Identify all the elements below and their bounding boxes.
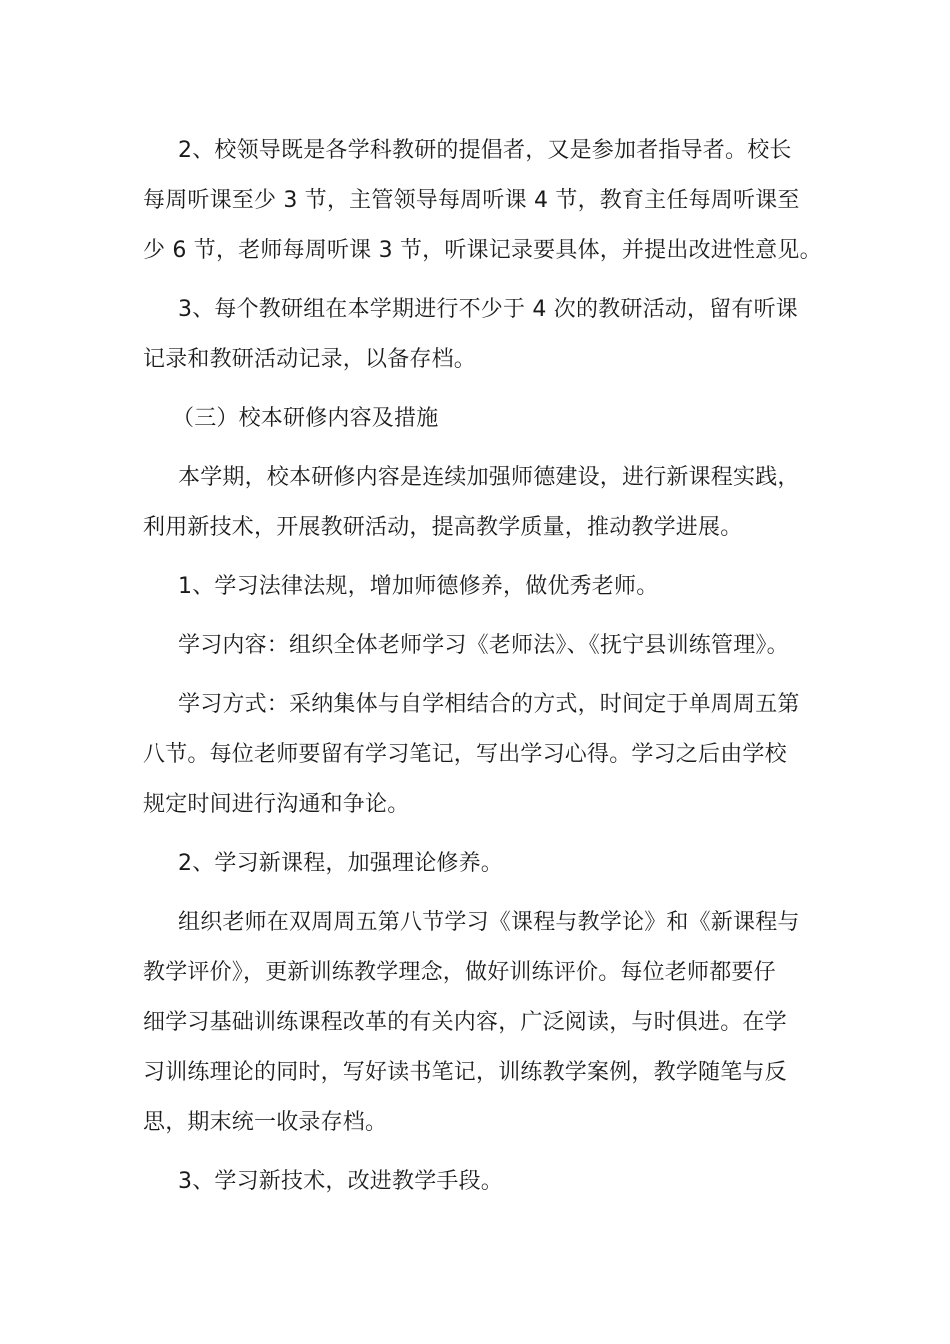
paragraph-line: 记录和教研活动记录，以备存档。 [143,347,477,372]
paragraph-line: 学习方式：采纳集体与自学相结合的方式，时间定于单周周五第 [178,692,800,717]
paragraph-line: 利用新技术，开展教研活动，提高教学质量，推动教学进展。 [143,515,743,540]
paragraph-line: 2、学习新课程，加强理论修养。 [178,851,503,876]
paragraph-line: 2、校领导既是各学科教研的提倡者，又是参加者指导者。校长 [178,138,792,163]
paragraph-line: 组织老师在双周周五第八节学习《课程与教学论》和《新课程与 [178,910,800,935]
paragraph-line: 1、学习法律法规，增加师德修养，做优秀老师。 [178,574,659,599]
paragraph-line: 少 6 节，老师每周听课 3 节，听课记录要具体，并提出改进性意见。 [143,238,822,263]
paragraph-line: 本学期，校本研修内容是连续加强师德建设，进行新课程实践， [178,465,800,490]
paragraph-line: 教学评价》，更新训练教学理念，做好训练评价。每位老师都要仔 [143,960,776,985]
paragraph-line: 3、学习新技术，改进教学手段。 [178,1169,503,1194]
paragraph-line: 细学习基础训练课程改革的有关内容，广泛阅读，与时俱进。在学 [143,1010,787,1035]
paragraph-line: 习训练理论的同时，写好读书笔记，训练教学案例，教学随笔与反 [143,1060,787,1085]
section-heading: （三）校本研修内容及措施 [172,406,439,431]
paragraph-line: 每周听课至少 3 节，主管领导每周听课 4 节，教育主任每周听课至 [143,188,800,213]
paragraph-line: 思，期末统一收录存档。 [143,1110,388,1135]
paragraph-line: 规定时间进行沟通和争论。 [143,792,410,817]
paragraph-line: 学习内容：组织全体老师学习《老师法》、《抚宁县训练管理》。 [178,633,789,658]
paragraph-line: 3、每个教研组在本学期进行不少于 4 次的教研活动，留有听课 [178,297,798,322]
paragraph-line: 八节。每位老师要留有学习笔记，写出学习心得。学习之后由学校 [143,742,787,767]
